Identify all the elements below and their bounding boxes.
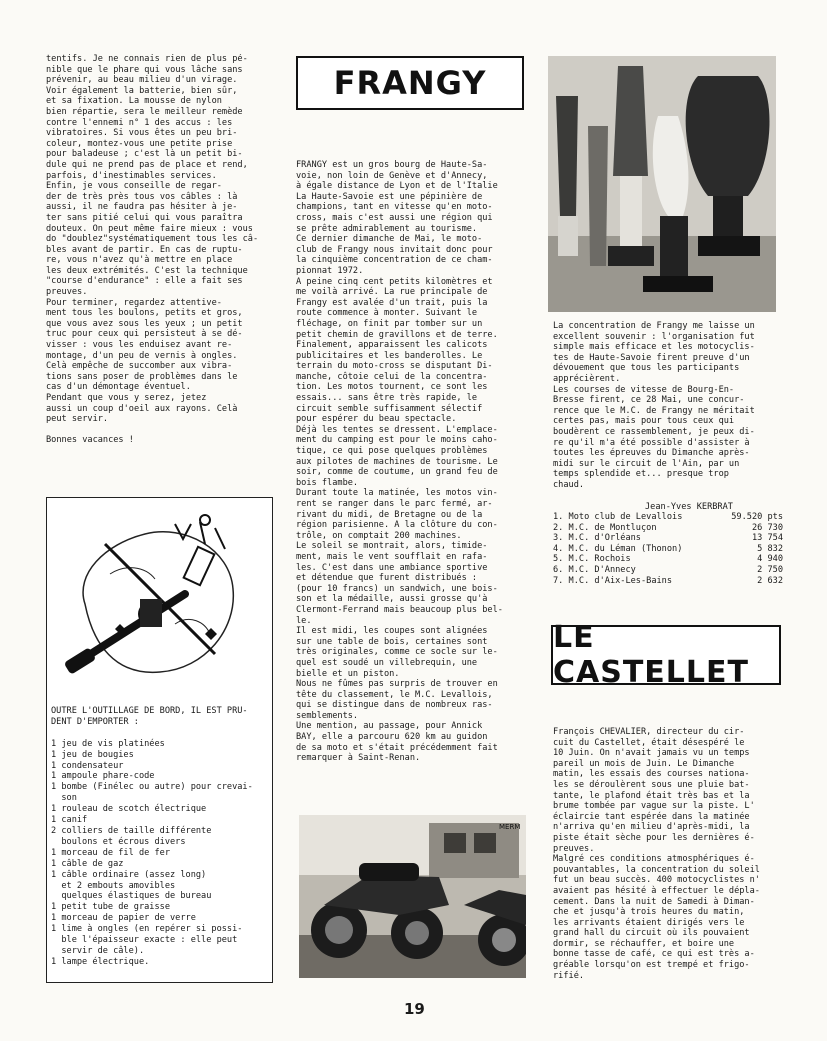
results-row: 7. M.C. d'Aix-Les-Bains 2 632 xyxy=(553,575,783,586)
tools-illustration xyxy=(55,504,255,684)
castellet-title: LE CASTELLET xyxy=(551,625,781,685)
results-row: 3. M.C. d'Orléans 13 754 xyxy=(553,533,783,544)
author-signature: Jean-Yves KERBRAT xyxy=(645,502,733,512)
results-table xyxy=(553,512,783,586)
trophies-photo xyxy=(548,56,776,312)
motorcycles-image xyxy=(299,815,526,978)
results-row: 1. Moto club de Levallois 59.520 pts xyxy=(553,512,783,522)
toolkit-list: OUTRE L'OUTILLAGE DE BORD, IL EST PRU- DENT D'EMPORTER : 1 jeu de vis platinées 1 jeu de bougies 1 condensateur 1 ampoule phare-code 1 bombe (Finélec ou autre) pour crevai- son 1 rouleau de scotch électrique 1 canif 2 colliers de taille différente boulons et écrous divers 1 morceau de fil de fer 1 câble de gaz 1 câble ordinaire (assez long) et 2 embouts amovibles quelques élastiques de bureau 1 petit tube de graisse 1 morceau de papier de verre 1 lime à ongles (en repérer si possi- ble l'épaisseur exacte : elle peut servir de câle). 1 lampe électrique. xyxy=(51,706,253,967)
frangy-title: FRANGY xyxy=(296,56,524,110)
results-row: 2. M.C. de Montluçon 26 730 xyxy=(553,522,783,533)
results-row: 5. M.C. Rochois 4 940 xyxy=(553,554,783,565)
article-column-1: tentifs. Je ne connais rien de plus pé- nible que le phare qui vous lâche sans prévenir, au beau milieu d'un virage. Voir également la batterie, bien sûr, et sa fixation. La mousse de nylon bien répartie, sera le meilleur remède contre l'ennemi n° 1 des accus : les vibratoires. Si vous êtes un peu bri- coleur, montez-vous une petite prise pour baladeuse ; c'est là un petit bi- dule qui ne prend pas de place et rend, parfois, d'inestimables services. Enfin, je vous conseille de regar- der de très près tous vos câbles : là aussi, il ne faudra pas hésiter à je- ter sans pitié celui qui vous paraîtra douteux. On peut même faire mieux : vous do "doublez"systématiquement tous les câ- bles avant de partir. En cas de ruptu- re, vous n'avez qu'à mettre en place les deux extrémités. C'est la technique "course d'endurance" : elle a fait ses preuves. Pour terminer, regardez attentive- ment tous les boulons, petits et gros, que vous avez sous les yeux ; un petit truc pour ceux qui persisteut à se dé- visser : vous les enduisez avant re- montage, d'un peu de vernis à ongles. Celà empêche de succomber aux vibra- tions sans poser de problèmes dans le cas d'un démontage éventuel. Pendant que vous y serez, jetez aussi un coup d'oeil aux rayons. Celà peut servir. Bonnes vacances ! xyxy=(46,54,259,446)
trophies-image xyxy=(548,56,776,312)
motorcycles-photo xyxy=(299,815,526,978)
page-number: 19 xyxy=(404,1000,425,1018)
results-row: 6. M.C. D'Annecy 2 750 xyxy=(553,564,783,575)
shop-sign-text: MERM xyxy=(499,823,521,831)
article-column-3-castellet: François CHEVALIER, directeur du cir- cuit du Castellet, était désespéré le 10 Juin. On n'avait jamais vu un temps pareil un mois de Juin. Le Dimanche matin, les essais des courses nationa- les se déroulèrent sous une pluie bat- tante, le plafond était très bas et la brume tombée par vague sur la piste. L' éclaircie tant espérée dans la matinée n'arriva qu'en milieu d'après-midi, la piste était sèche pour les dernières é- preuves. Malgré ces conditions atmosphériques é- pouvantables, la concentration du soleil fut un beau succès. 400 motocyclistes n' avaient pas hésité à effectuer le dépla- cement. Dans la nuit de Samedi à Diman- che et jusqu'à trois heures du matin, les arrivants étaient dirigés vers le grand hall du circuit où ils pouvaient dormir, se réchauffer, et boire une bonne tasse de café, ce qui est très a- gréable lorsqu'on est trempé et frigo- rifié. xyxy=(553,727,760,981)
article-column-2: FRANGY est un gros bourg de Haute-Sa- voie, non loin de Genève et d'Annecy, à égale distance de Lyon et de l'Italie La Haute-Savoie est une pépinière de champions, tant en vitesse qu'en moto- cross, mais c'est aussi une région qui se prête admirablement au tourisme. Ce dernier dimanche de Mai, le moto- club de Frangy nous invitait donc pour la cinquième concentration de ce cham- pionnat 1972. A peine cinq cent petits kilomètres et me voilà arrivé. La rue principale de Frangy est avalée d'un trait, puis la route commence à monter. Suivant le fléchage, on finit par tomber sur un petit chemin de gravillons et de terre. Finalement, apparaissent les calicots publicitaires et les banderolles. Le terrain du moto-cross se disputant Di- manche, côtoie celui de la concentra- tion. Les motos tournent, ce sont les essais... sans être très rapide, le circuit semble suffisamment sélectif pour espérer du beau spectacle. Déjà les tentes se dressent. L'emplace- ment du camping est pour le moins caho- tique, ce qui pose quelques problèmes aux pilotes de machines de tourisme. Le soir, comme de coutume, un grand feu de bois flambe. Durant toute la matinée, les motos vin- rent se ranger dans le parc fermé, ar- rivant du midi, de Bretagne ou de la région parisienne. A la clôture du con- trôle, on comptait 200 machines. Le soleil se montrait, alors, timide- ment, mais le vent soufflait en rafa- les. C'est dans une ambiance sportive et détendue que furent distribués : (pour 10 francs) un sandwich, une bois- son et la médaille, aussi grosse qu'à Clermont-Ferrand mais beaucoup plus bel- le. Il est midi, les coupes sont alignées sur une table de bois, certaines sont très originales, comme ce socle sur le- quel est soudé un villebrequin, une bielle et un piston. Nous ne fûmes pas surpris de trouver en tête du classement, le M.C. Levallois, qui se distingue dans de nombreux ras- semblements. Une mention, au passage, pour Annick BAY, elle a parcouru 620 km au guidon de sa moto et s'était précédemment fait remarquer à Saint-Renan. xyxy=(296,160,503,764)
results-row: 4. M.C. du Léman (Thonon) 5 832 xyxy=(553,543,783,554)
toolkit-box xyxy=(46,497,273,983)
article-column-3: La concentration de Frangy me laisse un excellent souvenir : l'organisation fut simple mais efficace et les motocyclis- tes de Haute-Savoie firent preuve d'un dévouement que tous les participants apprécièrent. Les courses de vitesse de Bourg-En- Bresse firent, ce 28 Mai, une concur- rence que le M.C. de Frangy ne méritait certes pas, mais pour tous ceux qui boudèrent ce rassemblement, je peux di- re qu'il m'a été possible d'assister à toutes les épreuves du Dimanche après- midi sur le circuit de l'Ain, par un temps splendide et... presque trop chaud. xyxy=(553,321,755,490)
